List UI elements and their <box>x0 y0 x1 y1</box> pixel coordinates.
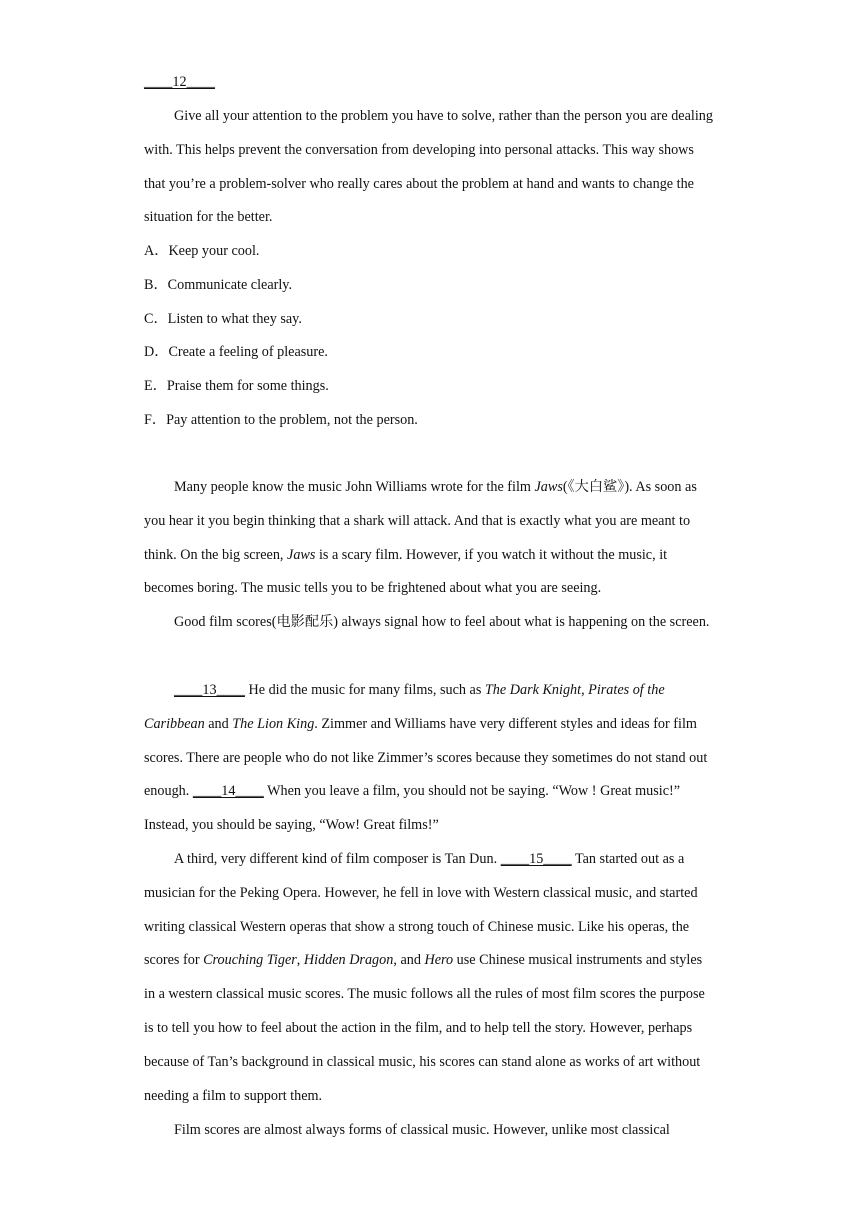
option-letter: E． <box>144 378 167 394</box>
text-run: (《大白鲨》). As soon as you hear it you begin thinking that a shark will attack. And that is exactly what you are meant to think. On the big screen, <box>144 479 697 563</box>
film-title: Jaws <box>534 479 563 495</box>
film-title: Crouching Tiger <box>203 952 297 969</box>
option-f <box>144 404 418 438</box>
text-run: Many people know the music John Williams wrote for the film <box>174 479 535 495</box>
film-title: Pirates of the Caribbean <box>144 682 665 732</box>
option-letter: F． <box>144 412 167 428</box>
film-title: Hero <box>424 952 454 969</box>
question-12-blank <box>144 66 215 100</box>
option-letter: A． <box>144 243 169 259</box>
passage-paragraph-5: Film scores are almost always forms of classical music. However, unlike most classical <box>174 1122 670 1138</box>
option-a <box>144 235 259 269</box>
option-text: Create a feeling of pleasure. <box>168 344 328 360</box>
option-text: Pay attention to the problem, not the person. <box>166 412 418 428</box>
text-run: , and <box>393 952 425 969</box>
option-d <box>144 336 328 370</box>
option-text: Communicate clearly. <box>167 277 293 293</box>
blank-15: ____15____ <box>500 851 572 867</box>
text-run: use Chinese musical instruments and styles in a western classical music scores. The music follows all the rules of most film scores the purpose is to tell you how to feel about the action in the film, and to help tell the story. However, perhaps because of Tan’s background in classical music, his scores can stand alone as works of art without needing a film to support them. <box>144 952 705 1104</box>
option-letter: B． <box>144 277 168 293</box>
passage-paragraph-1 <box>144 471 716 606</box>
option-text: Keep your cool. <box>168 243 260 259</box>
film-title: Jaws <box>287 546 316 563</box>
option-text: Listen to what they say. <box>167 311 302 327</box>
film-title: The Lion King <box>232 715 315 732</box>
option-letter: C． <box>144 311 168 327</box>
option-b <box>144 269 292 303</box>
blank-13: ____13____ <box>174 682 245 698</box>
blank-14: ____14____ <box>192 783 264 800</box>
option-letter: D． <box>144 344 169 360</box>
text-run: When you leave a film, you should not be saying. “Wow ! Great music!” Instead, you should be saying, “Wow! Great films!” <box>144 783 681 834</box>
text-run: and <box>204 715 233 732</box>
option-e <box>144 370 329 404</box>
passage-paragraph-3 <box>144 674 716 843</box>
text-run: A third, very different kind of film composer is Tan Dun. <box>174 851 501 867</box>
film-title: The Dark Knight <box>484 682 582 698</box>
question-12-paragraph: Give all your attention to the problem you have to solve, rather than the person you are dealing with. This helps prevent the conversation from developing into personal attacks. This way shows that you’re a problem-solver who really cares about the problem at hand and wants to change the situation for the better. <box>144 108 713 226</box>
text-run: is a scary film. However, if you watch it without the music, it becomes boring. The music tells you to be frightened about what you are seeing. <box>144 546 668 597</box>
option-text: Praise them for some things. <box>166 378 329 394</box>
text-run: , <box>581 682 589 698</box>
passage-paragraph-2: Good film scores(电影配乐) always signal how to feel about what is happening on the screen. <box>174 614 710 630</box>
passage-paragraph-4 <box>144 843 716 1113</box>
text-run: , <box>296 952 304 969</box>
text-run: Tan started out as a musician for the Peking Opera. However, he fell in love with Western classical music, and started writing classical Western operas that show a strong touch of Chinese music. Like his operas, the scores for <box>144 851 698 969</box>
text-run: . Zimmer and Williams have very different styles and ideas for film scores. There are people who do not like Zimmer’s scores because they sometimes do not stand out enough. <box>144 715 708 800</box>
blank-12: ____12____ <box>144 74 215 90</box>
text-run: He did the music for many films, such as <box>244 682 485 698</box>
option-c <box>144 303 302 337</box>
film-title: Hidden Dragon <box>303 952 394 969</box>
